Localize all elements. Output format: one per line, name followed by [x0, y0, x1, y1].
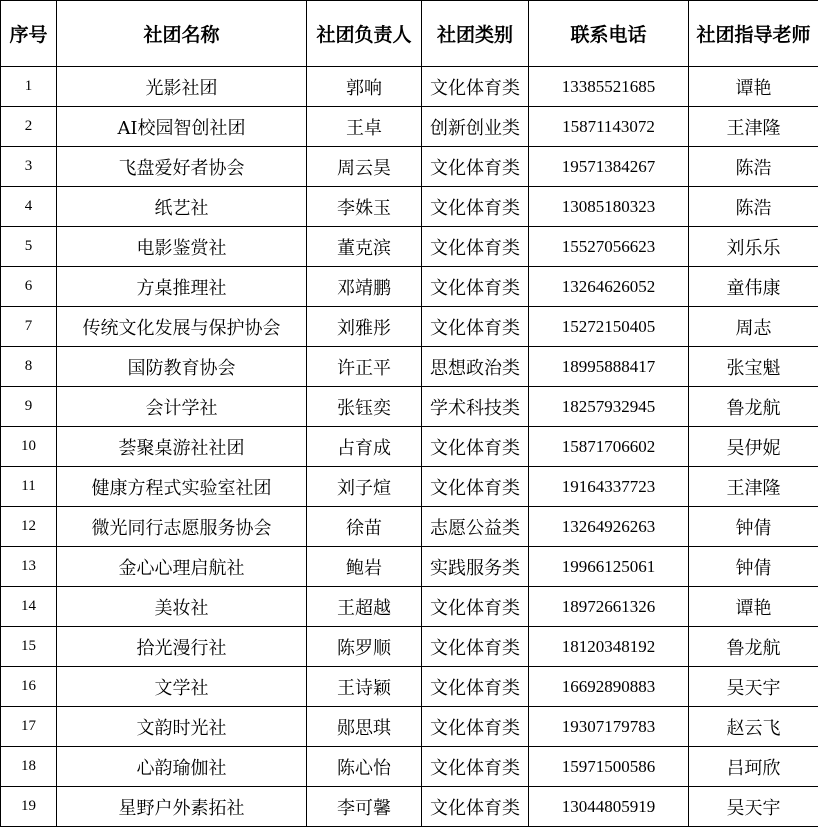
cell-advisor: 陈浩	[689, 187, 818, 227]
cell-leader: 李姝玉	[307, 187, 422, 227]
table-row	[1, 507, 818, 547]
table-row	[1, 67, 818, 107]
header-club-name: 社团名称	[57, 1, 307, 67]
cell-category: 文化体育类	[422, 147, 529, 187]
cell-category: 文化体育类	[422, 587, 529, 627]
cell-index: 8	[1, 347, 57, 387]
cell-leader: 周云昊	[307, 147, 422, 187]
cell-category: 文化体育类	[422, 227, 529, 267]
table-row	[1, 347, 818, 387]
cell-index: 14	[1, 587, 57, 627]
cell-category: 志愿公益类	[422, 507, 529, 547]
cell-advisor: 王津隆	[689, 467, 818, 507]
cell-index: 16	[1, 667, 57, 707]
cell-index: 6	[1, 267, 57, 307]
cell-phone: 13385521685	[529, 67, 689, 107]
cell-club-name: 文学社	[57, 667, 307, 707]
cell-phone: 18120348192	[529, 627, 689, 667]
cell-phone: 19571384267	[529, 147, 689, 187]
cell-leader: 王超越	[307, 587, 422, 627]
cell-leader: 许正平	[307, 347, 422, 387]
cell-index: 4	[1, 187, 57, 227]
cell-phone: 19307179783	[529, 707, 689, 747]
cell-phone: 13085180323	[529, 187, 689, 227]
cell-club-name: 美妆社	[57, 587, 307, 627]
cell-category: 文化体育类	[422, 67, 529, 107]
header-row	[1, 1, 818, 67]
header-advisor: 社团指导老师	[689, 1, 818, 67]
cell-leader: 刘雅彤	[307, 307, 422, 347]
cell-club-name: 微光同行志愿服务协会	[57, 507, 307, 547]
cell-index: 17	[1, 707, 57, 747]
cell-leader: 陈心怡	[307, 747, 422, 787]
cell-category: 学术科技类	[422, 387, 529, 427]
cell-phone: 15871706602	[529, 427, 689, 467]
cell-leader: 占育成	[307, 427, 422, 467]
cell-phone: 19164337723	[529, 467, 689, 507]
cell-index: 10	[1, 427, 57, 467]
cell-index: 2	[1, 107, 57, 147]
cell-category: 文化体育类	[422, 427, 529, 467]
cell-advisor: 王津隆	[689, 107, 818, 147]
table-row	[1, 147, 818, 187]
cell-leader: 鲍岩	[307, 547, 422, 587]
cell-advisor: 谭艳	[689, 587, 818, 627]
cell-club-name: AI校园智创社团	[57, 107, 307, 147]
cell-category: 创新创业类	[422, 107, 529, 147]
cell-phone: 13264926263	[529, 507, 689, 547]
cell-club-name: 电影鉴赏社	[57, 227, 307, 267]
table-row	[1, 267, 818, 307]
cell-index: 3	[1, 147, 57, 187]
cell-advisor: 吴天宇	[689, 787, 818, 827]
cell-advisor: 鲁龙航	[689, 627, 818, 667]
table-row	[1, 747, 818, 787]
cell-category: 文化体育类	[422, 187, 529, 227]
cell-category: 文化体育类	[422, 747, 529, 787]
cell-phone: 16692890883	[529, 667, 689, 707]
cell-advisor: 童伟康	[689, 267, 818, 307]
cell-club-name: 飞盘爱好者协会	[57, 147, 307, 187]
cell-advisor: 吴伊妮	[689, 427, 818, 467]
cell-club-name: 文韵时光社	[57, 707, 307, 747]
cell-club-name: 金心心理启航社	[57, 547, 307, 587]
cell-category: 文化体育类	[422, 707, 529, 747]
cell-club-name: 健康方程式实验室社团	[57, 467, 307, 507]
header-index: 序号	[1, 1, 57, 67]
cell-advisor: 赵云飞	[689, 707, 818, 747]
cell-phone: 13264626052	[529, 267, 689, 307]
table-row	[1, 667, 818, 707]
cell-phone: 18257932945	[529, 387, 689, 427]
cell-leader: 徐苗	[307, 507, 422, 547]
cell-index: 1	[1, 67, 57, 107]
table-row	[1, 627, 818, 667]
cell-category: 文化体育类	[422, 467, 529, 507]
cell-index: 12	[1, 507, 57, 547]
table-row	[1, 427, 818, 467]
cell-club-name: 心韵瑜伽社	[57, 747, 307, 787]
cell-advisor: 钟倩	[689, 547, 818, 587]
table-row	[1, 587, 818, 627]
cell-club-name: 纸艺社	[57, 187, 307, 227]
cell-phone: 15272150405	[529, 307, 689, 347]
cell-club-name: 方桌推理社	[57, 267, 307, 307]
cell-advisor: 陈浩	[689, 147, 818, 187]
cell-club-name: 星野户外素拓社	[57, 787, 307, 827]
cell-category: 文化体育类	[422, 787, 529, 827]
cell-index: 11	[1, 467, 57, 507]
cell-category: 思想政治类	[422, 347, 529, 387]
cell-club-name: 会计学社	[57, 387, 307, 427]
cell-advisor: 钟倩	[689, 507, 818, 547]
cell-index: 7	[1, 307, 57, 347]
cell-leader: 张钰奕	[307, 387, 422, 427]
cell-phone: 15971500586	[529, 747, 689, 787]
cell-club-name: 拾光漫行社	[57, 627, 307, 667]
cell-category: 文化体育类	[422, 267, 529, 307]
table-row	[1, 707, 818, 747]
cell-club-name: 传统文化发展与保护协会	[57, 307, 307, 347]
table-row	[1, 227, 818, 267]
table-row	[1, 387, 818, 427]
cell-advisor: 鲁龙航	[689, 387, 818, 427]
cell-category: 文化体育类	[422, 627, 529, 667]
cell-advisor: 吕珂欣	[689, 747, 818, 787]
header-category: 社团类别	[422, 1, 529, 67]
cell-index: 18	[1, 747, 57, 787]
cell-club-name: 光影社团	[57, 67, 307, 107]
cell-leader: 郧思琪	[307, 707, 422, 747]
cell-phone: 13044805919	[529, 787, 689, 827]
cell-leader: 王诗颖	[307, 667, 422, 707]
table-row	[1, 787, 818, 827]
cell-phone: 15527056623	[529, 227, 689, 267]
cell-leader: 王卓	[307, 107, 422, 147]
cell-phone: 19966125061	[529, 547, 689, 587]
cell-index: 5	[1, 227, 57, 267]
cell-leader: 郭响	[307, 67, 422, 107]
cell-index: 9	[1, 387, 57, 427]
cell-leader: 陈罗顺	[307, 627, 422, 667]
cell-index: 15	[1, 627, 57, 667]
table-row	[1, 107, 818, 147]
cell-category: 文化体育类	[422, 307, 529, 347]
table-body	[1, 67, 818, 827]
cell-leader: 李可馨	[307, 787, 422, 827]
header-leader: 社团负责人	[307, 1, 422, 67]
cell-category: 文化体育类	[422, 667, 529, 707]
cell-phone: 15871143072	[529, 107, 689, 147]
cell-advisor: 谭艳	[689, 67, 818, 107]
table-row	[1, 187, 818, 227]
cell-phone: 18995888417	[529, 347, 689, 387]
cell-index: 19	[1, 787, 57, 827]
table-row	[1, 547, 818, 587]
cell-advisor: 吴天宇	[689, 667, 818, 707]
table-row	[1, 307, 818, 347]
cell-club-name: 国防教育协会	[57, 347, 307, 387]
cell-phone: 18972661326	[529, 587, 689, 627]
header-phone: 联系电话	[529, 1, 689, 67]
table-row	[1, 467, 818, 507]
cell-advisor: 周志	[689, 307, 818, 347]
cell-club-name: 荟聚桌游社社团	[57, 427, 307, 467]
cell-category: 实践服务类	[422, 547, 529, 587]
cell-leader: 董克滨	[307, 227, 422, 267]
cell-advisor: 刘乐乐	[689, 227, 818, 267]
cell-leader: 邓靖鹏	[307, 267, 422, 307]
cell-index: 13	[1, 547, 57, 587]
cell-leader: 刘子煊	[307, 467, 422, 507]
cell-advisor: 张宝魁	[689, 347, 818, 387]
